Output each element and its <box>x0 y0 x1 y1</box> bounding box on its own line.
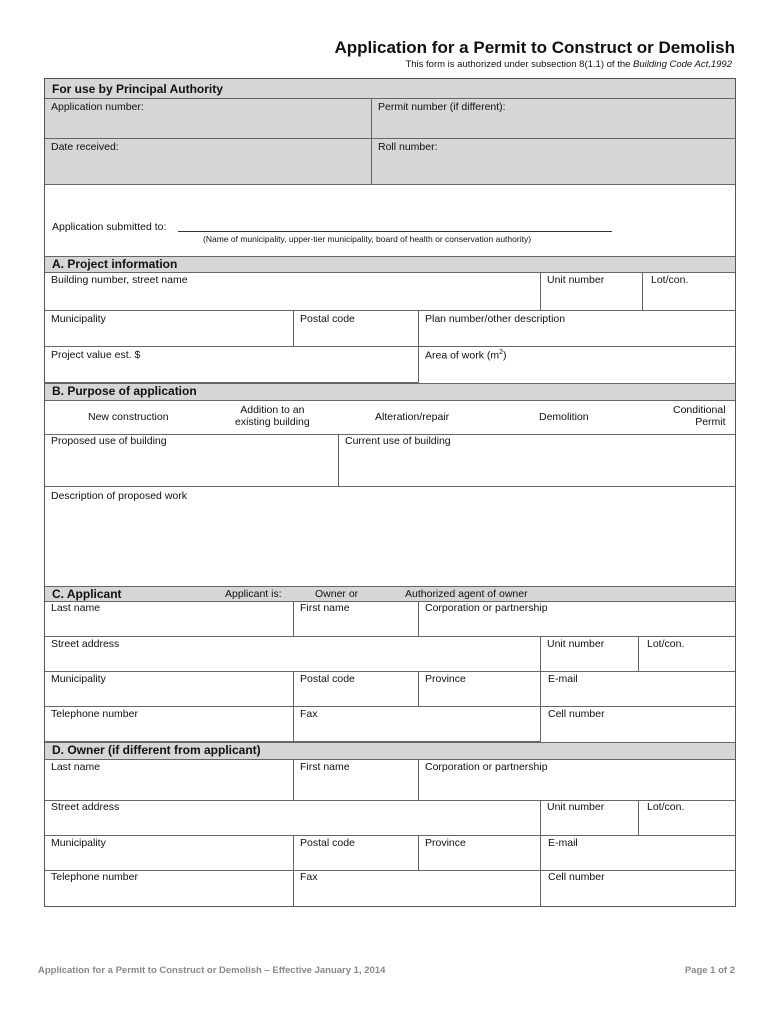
purpose-options <box>45 401 735 435</box>
owner-unit-label: Unit number <box>547 801 605 813</box>
permit-number-field[interactable] <box>372 99 735 139</box>
permit-number-label: Permit number (if different): <box>378 101 506 113</box>
applicant-street-field[interactable] <box>45 637 541 672</box>
owner-first-name-field[interactable] <box>294 760 419 801</box>
date-received-label: Date received: <box>51 141 119 153</box>
purpose-header <box>45 383 735 401</box>
applicant-cell-label: Cell number <box>548 708 605 720</box>
applicant-first-name-field[interactable] <box>294 602 419 637</box>
applicant-street-label: Street address <box>51 638 120 650</box>
owner-postal-field[interactable] <box>294 836 419 871</box>
building-label: Building number, street name <box>51 274 188 286</box>
applicant-cell-field[interactable] <box>541 707 735 742</box>
applicant-agent-option[interactable]: Authorized agent of owner <box>405 588 528 600</box>
applicant-province-field[interactable] <box>419 672 541 707</box>
owner-first-name-label: First name <box>300 761 350 773</box>
application-number-field[interactable] <box>45 99 372 139</box>
application-number-label: Application number: <box>51 101 144 113</box>
applicant-corporation-label: Corporation or partnership <box>425 602 548 614</box>
plan-field[interactable] <box>419 311 735 347</box>
applicant-lot-field[interactable] <box>639 637 735 672</box>
owner-street-label: Street address <box>51 801 120 813</box>
date-received-field[interactable] <box>45 139 372 185</box>
owner-fax-label: Fax <box>300 871 318 883</box>
applicant-lot-label: Lot/con. <box>647 638 685 650</box>
roll-number-label: Roll number: <box>378 141 438 153</box>
current-use-label: Current use of building <box>345 435 451 447</box>
applicant-postal-field[interactable] <box>294 672 419 707</box>
description-field[interactable] <box>45 487 735 586</box>
page-number: Page 1 of 2 <box>684 965 735 976</box>
option-conditional-line1: Conditional <box>673 404 726 416</box>
owner-fax-field[interactable] <box>294 871 541 906</box>
option-addition-line1: Addition to an <box>240 404 305 416</box>
authority-header <box>45 79 735 99</box>
applicant-phone-field[interactable] <box>45 707 294 742</box>
authority-heading: For use by Principal Authority <box>52 82 223 96</box>
applicant-municipality-label: Municipality <box>51 673 106 685</box>
project-municipality-label: Municipality <box>51 313 106 325</box>
option-conditional-permit[interactable] <box>673 404 726 428</box>
applicant-unit-label: Unit number <box>547 638 605 650</box>
project-postal-label: Postal code <box>300 313 355 325</box>
applicant-last-name-field[interactable] <box>45 602 294 637</box>
plan-label: Plan number/other description <box>425 313 566 325</box>
option-demolition[interactable]: Demolition <box>539 411 589 423</box>
option-addition-line2: existing building <box>235 416 310 428</box>
applicant-postal-label: Postal code <box>300 673 355 685</box>
applicant-unit-field[interactable] <box>541 637 639 672</box>
building-field[interactable] <box>45 273 541 311</box>
owner-province-field[interactable] <box>419 836 541 871</box>
applicant-corporation-field[interactable] <box>419 602 735 637</box>
form-title: Application for a Permit to Construct or Demolish <box>334 38 735 57</box>
owner-municipality-field[interactable] <box>45 836 294 871</box>
project-municipality-field[interactable] <box>45 311 294 347</box>
project-value-field[interactable] <box>45 347 419 383</box>
owner-province-label: Province <box>425 837 466 849</box>
applicant-email-label: E-mail <box>548 673 578 685</box>
applicant-email-field[interactable] <box>541 672 735 707</box>
area-text: Area of work (m <box>425 349 500 362</box>
applicant-municipality-field[interactable] <box>45 672 294 707</box>
applicant-is-label: Applicant is: <box>225 588 282 600</box>
area-field[interactable] <box>419 347 735 383</box>
project-heading: A. Project information <box>52 257 178 271</box>
owner-phone-label: Telephone number <box>51 871 138 883</box>
owner-last-name-label: Last name <box>51 761 101 773</box>
footer-title: Application for a Permit to Construct or Demolish – Effective January 1, 2014 <box>38 965 386 976</box>
permit-form <box>44 78 736 907</box>
owner-last-name-field[interactable] <box>45 760 294 801</box>
applicant-phone-label: Telephone number <box>51 708 138 720</box>
roll-number-field[interactable] <box>372 139 735 185</box>
owner-postal-label: Postal code <box>300 837 355 849</box>
proposed-use-label: Proposed use of building <box>51 435 167 447</box>
option-conditional-line2: Permit <box>695 416 726 428</box>
owner-header <box>45 742 735 760</box>
owner-corporation-label: Corporation or partnership <box>425 761 548 773</box>
owner-email-field[interactable] <box>541 836 735 871</box>
applicant-header <box>45 586 735 602</box>
applicant-last-name-label: Last name <box>51 602 101 614</box>
project-header <box>45 256 735 273</box>
owner-corporation-field[interactable] <box>419 760 735 801</box>
project-value-label: Project value est. $ <box>51 349 141 361</box>
owner-email-label: E-mail <box>548 837 578 849</box>
project-unit-field[interactable] <box>541 273 643 311</box>
subtitle-act: Building Code Act,1992 <box>633 59 732 70</box>
project-lot-field[interactable] <box>643 273 735 311</box>
submitted-to-line[interactable] <box>178 231 612 232</box>
option-new-construction[interactable]: New construction <box>88 411 169 423</box>
area-superscript: 2 <box>499 349 504 356</box>
applicant-owner-option[interactable]: Owner or <box>315 588 359 600</box>
applicant-first-name-label: First name <box>300 602 350 614</box>
current-use-field[interactable] <box>339 435 735 487</box>
area-label <box>425 349 507 362</box>
option-alteration[interactable]: Alteration/repair <box>375 411 450 423</box>
subtitle-prefix: This form is authorized under subsection 8(1.1) of the <box>405 59 631 70</box>
project-lot-label: Lot/con. <box>651 274 689 286</box>
option-addition[interactable] <box>235 404 310 428</box>
owner-heading: D. Owner (if different from applicant) <box>52 743 261 757</box>
owner-municipality-label: Municipality <box>51 837 106 849</box>
description-label: Description of proposed work <box>51 490 187 502</box>
form-subtitle <box>405 59 732 70</box>
applicant-heading: C. Applicant <box>52 587 122 601</box>
owner-cell-label: Cell number <box>548 871 605 883</box>
project-unit-label: Unit number <box>547 274 605 286</box>
owner-cell-field[interactable] <box>541 871 735 906</box>
submitted-to-label: Application submitted to: <box>52 221 167 233</box>
owner-unit-field[interactable] <box>541 801 639 836</box>
submitted-to-hint: (Name of municipality, upper-tier municipality, board of health or conservation authority) <box>203 234 532 244</box>
owner-street-field[interactable] <box>45 801 541 836</box>
proposed-use-field[interactable] <box>45 435 339 487</box>
purpose-heading: B. Purpose of application <box>52 384 197 398</box>
applicant-province-label: Province <box>425 673 466 685</box>
area-close: ) <box>503 349 507 362</box>
owner-lot-label: Lot/con. <box>647 801 685 813</box>
applicant-fax-field[interactable] <box>294 707 541 742</box>
owner-lot-field[interactable] <box>639 801 735 836</box>
project-postal-field[interactable] <box>294 311 419 347</box>
owner-phone-field[interactable] <box>45 871 294 906</box>
applicant-fax-label: Fax <box>300 708 318 720</box>
